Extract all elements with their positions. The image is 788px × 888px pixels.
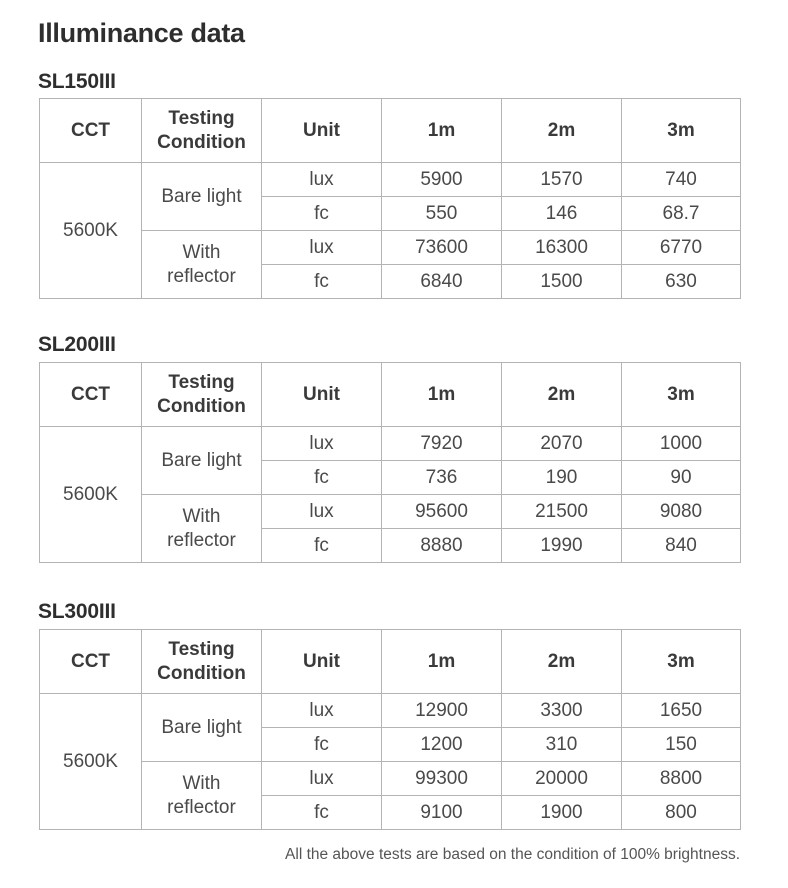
value-3m: 630 [622, 265, 741, 299]
value-3m: 90 [622, 461, 741, 495]
model-title: SL200III [38, 333, 116, 356]
header-3m: 3m [622, 99, 741, 163]
illuminance-table [39, 362, 741, 563]
value-3m: 68.7 [622, 197, 741, 231]
header-cct: CCT [40, 363, 142, 427]
header-condition [142, 363, 262, 427]
value-2m: 310 [502, 728, 622, 762]
value-3m: 150 [622, 728, 741, 762]
header-2m: 2m [502, 99, 622, 163]
header-cct: CCT [40, 99, 142, 163]
value-2m: 146 [502, 197, 622, 231]
value-2m: 3300 [502, 694, 622, 728]
header-1m: 1m [382, 99, 502, 163]
value-1m: 6840 [382, 265, 502, 299]
value-1m: 73600 [382, 231, 502, 265]
cct-value: 5600K [40, 427, 142, 563]
value-2m: 21500 [502, 495, 622, 529]
condition-reflector [142, 495, 262, 563]
value-3m: 8800 [622, 762, 741, 796]
header-1m: 1m [382, 630, 502, 694]
header-2m: 2m [502, 630, 622, 694]
table-header-row [40, 630, 741, 694]
value-1m: 9100 [382, 796, 502, 830]
unit-cell: fc [262, 197, 382, 231]
cct-value: 5600K [40, 163, 142, 299]
model-title: SL150III [38, 70, 116, 93]
page-title: Illuminance data [38, 18, 245, 48]
value-1m: 550 [382, 197, 502, 231]
unit-cell: lux [262, 427, 382, 461]
header-condition [142, 630, 262, 694]
value-3m: 740 [622, 163, 741, 197]
header-condition-label: Testing Condition [157, 107, 246, 153]
header-unit: Unit [262, 630, 382, 694]
unit-cell: fc [262, 796, 382, 830]
unit-cell: lux [262, 231, 382, 265]
unit-cell: lux [262, 762, 382, 796]
value-1m: 99300 [382, 762, 502, 796]
table-row [40, 495, 741, 529]
value-2m: 20000 [502, 762, 622, 796]
condition-reflector-label: With reflector [167, 505, 236, 551]
header-unit: Unit [262, 99, 382, 163]
value-1m: 1200 [382, 728, 502, 762]
header-cct: CCT [40, 630, 142, 694]
condition-bare: Bare light [142, 694, 262, 762]
table-row [40, 427, 741, 461]
header-condition [142, 99, 262, 163]
value-1m: 7920 [382, 427, 502, 461]
value-1m: 12900 [382, 694, 502, 728]
value-2m: 1990 [502, 529, 622, 563]
unit-cell: fc [262, 728, 382, 762]
header-1m: 1m [382, 363, 502, 427]
value-1m: 736 [382, 461, 502, 495]
table-row [40, 163, 741, 197]
table-header-row [40, 99, 741, 163]
value-3m: 1650 [622, 694, 741, 728]
value-3m: 840 [622, 529, 741, 563]
value-3m: 6770 [622, 231, 741, 265]
condition-bare: Bare light [142, 427, 262, 495]
header-condition-label: Testing Condition [157, 638, 246, 684]
value-2m: 1500 [502, 265, 622, 299]
value-2m: 16300 [502, 231, 622, 265]
condition-bare: Bare light [142, 163, 262, 231]
header-2m: 2m [502, 363, 622, 427]
value-1m: 95600 [382, 495, 502, 529]
illuminance-table [39, 629, 741, 830]
value-2m: 1900 [502, 796, 622, 830]
cct-value: 5600K [40, 694, 142, 830]
value-1m: 8880 [382, 529, 502, 563]
header-unit: Unit [262, 363, 382, 427]
table-header-row [40, 363, 741, 427]
value-1m: 5900 [382, 163, 502, 197]
header-3m: 3m [622, 630, 741, 694]
value-2m: 2070 [502, 427, 622, 461]
value-3m: 1000 [622, 427, 741, 461]
table-row [40, 694, 741, 728]
unit-cell: lux [262, 495, 382, 529]
unit-cell: fc [262, 265, 382, 299]
condition-reflector-label: With reflector [167, 241, 236, 287]
model-title: SL300III [38, 600, 116, 623]
condition-reflector [142, 762, 262, 830]
unit-cell: lux [262, 163, 382, 197]
unit-cell: fc [262, 461, 382, 495]
value-2m: 190 [502, 461, 622, 495]
header-3m: 3m [622, 363, 741, 427]
header-condition-label: Testing Condition [157, 371, 246, 417]
footnote: All the above tests are based on the condition of 100% brightness. [285, 846, 740, 863]
value-3m: 800 [622, 796, 741, 830]
value-2m: 1570 [502, 163, 622, 197]
table-row [40, 762, 741, 796]
condition-reflector-label: With reflector [167, 772, 236, 818]
illuminance-table [39, 98, 741, 299]
unit-cell: lux [262, 694, 382, 728]
unit-cell: fc [262, 529, 382, 563]
table-row [40, 231, 741, 265]
condition-reflector [142, 231, 262, 299]
value-3m: 9080 [622, 495, 741, 529]
